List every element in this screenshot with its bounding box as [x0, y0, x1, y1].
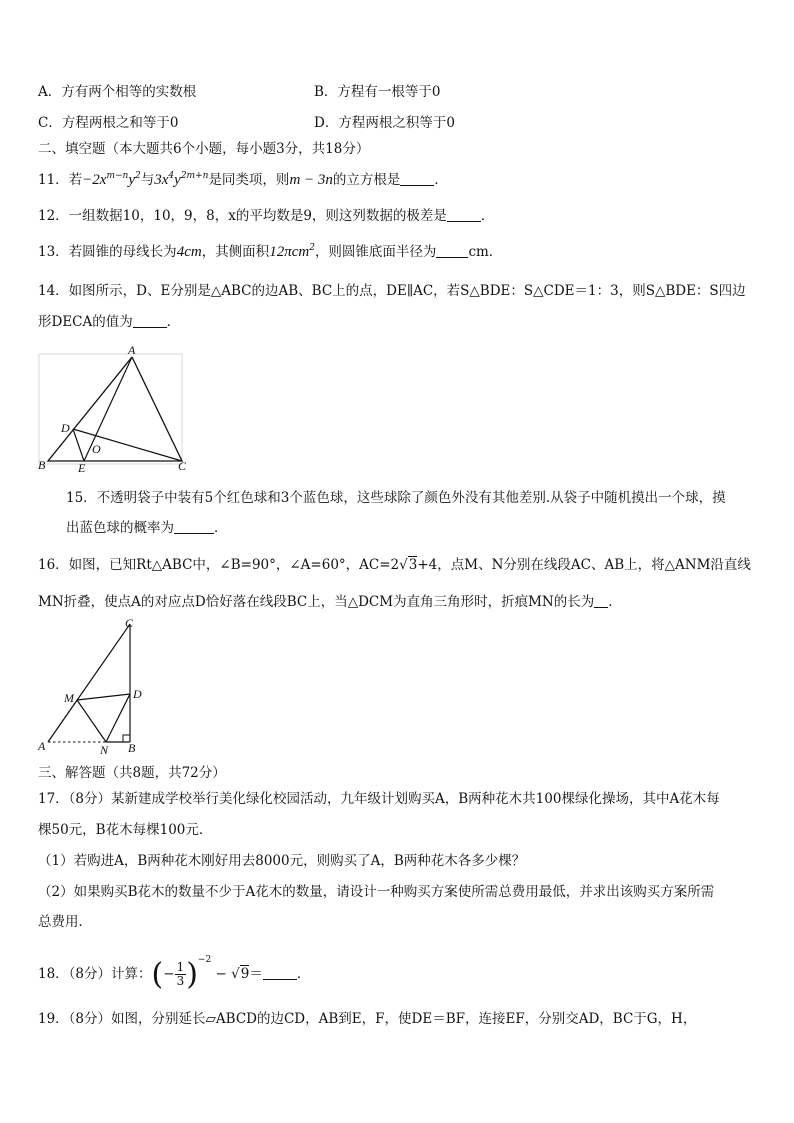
- label-n: N: [100, 743, 109, 756]
- triangle-abc: [48, 357, 182, 461]
- question-12: 12．一组数据10，10，9，8，x的平均数是9，则这列数据的极差是 ．: [38, 208, 495, 224]
- left-paren: (: [151, 957, 164, 992]
- answer-blank: [174, 520, 214, 534]
- question-11: 11．若$-2x^{m-n}y^2$与$3x^4y^{2m+n}$是同类项，则m − 3n的立方根是 ．: [38, 171, 448, 188]
- answer-blank: [594, 594, 608, 608]
- question-17-part1: （1）若购进A，B两种花木刚好用去8000元，则购买了A，B两种花木各多少棵？: [38, 853, 526, 869]
- label-b: B: [38, 458, 46, 472]
- question-17-line1: 17．（8分）某新建成学校举行美化绿化校园活动，九年级计划购买A，B两种花木共100棵绿化操场，其中A花木每: [38, 791, 720, 807]
- answer-blank: [400, 172, 434, 186]
- answer-blank: [263, 966, 297, 980]
- question-16-line1: 16．如图，已知Rt△ABC中，∠B=90°，∠A=60°，AC=2√3+4，点M、N分别在线段AC、AB上，将△ANM沿直线: [38, 557, 751, 573]
- sqrt-symbol: √: [399, 557, 408, 573]
- question-19: 19．（8分）如图，分别延长▱ABCD的边CD，AB到E，F，使DE＝BF，连接EF，分别交AD，BC于G，H，: [38, 1011, 697, 1027]
- question-15-line1: 15．不透明袋子中装有5个红色球和3个蓝色球，这些球除了颜色外没有其他差别.从袋子中随机摸出一个球，摸: [66, 490, 726, 506]
- label-c: C: [178, 459, 187, 473]
- section3-title: 三、解答题（共8题，共72分）: [38, 765, 226, 781]
- answer-blank: [447, 208, 481, 222]
- segment-mn: [77, 700, 106, 742]
- label-o: O: [92, 442, 101, 456]
- section2-title: 二、填空题（本大题共6个小题，每小题3分，共18分）: [38, 141, 370, 157]
- question-17-line5: 总费用．: [38, 914, 92, 930]
- question-16-line2: MN折叠，使点A的对应点D恰好落在线段BC上，当△DCM为直角三角形时，折痕MN的长为 ．: [38, 594, 622, 610]
- question-17-part2: （2）如果购买B花木的数量不少于A花木的数量，请设计一种购买方案使所需总费用最低，并求出该购买方案所需: [38, 884, 715, 900]
- label-c: C: [125, 616, 134, 630]
- figure-right-triangle: [34, 614, 144, 756]
- label-b: B: [128, 741, 136, 755]
- figure-triangle-abc: [36, 342, 196, 474]
- label-a: A: [128, 343, 136, 357]
- label-d: D: [61, 421, 70, 435]
- label-d: D: [133, 687, 142, 701]
- answer-blank: [436, 244, 468, 258]
- label-m: M: [64, 691, 74, 705]
- fraction: $\frac{1}{3}$: [176, 960, 185, 988]
- question-14-line1: 14．如图所示，D、E分别是△ABC的边AB、BC上的点，DE∥AC，若S△BDE：S△CDE＝1：3，则S△BDE：S四边: [38, 283, 746, 299]
- segment-dc: [73, 429, 182, 461]
- question-17-line2: 棵50元，B花木每棵100元．: [38, 822, 213, 838]
- answer-blank: [133, 314, 167, 328]
- q10-option-d: D．方程两根之积等于0: [314, 115, 455, 131]
- figure-frame: [39, 354, 182, 464]
- segment-md: [77, 694, 130, 700]
- q10-option-b: B．方程有一根等于0: [314, 84, 441, 100]
- q10-option-a: A．方有两个相等的实数根: [38, 84, 197, 100]
- right-paren: ): [186, 957, 198, 992]
- label-a: A: [38, 739, 46, 753]
- question-13: 13．若圆锥的母线长为4cm，其侧面积12πcm$^2$，则圆锥底面半径为 cm．: [38, 243, 503, 260]
- sqrt-symbol: √: [231, 966, 240, 982]
- segment-de: [73, 429, 84, 461]
- q10-option-c: C．方程两根之和等于0: [38, 115, 179, 131]
- question-15-line2: 出蓝色球的概率为 ．: [66, 520, 228, 536]
- label-e: E: [78, 461, 86, 474]
- question-14-line2: 形DECA的值为 ．: [38, 314, 181, 330]
- question-18: 18．（8分）计算：(− $\frac{1}{3}$ )$^{-2}$ − √9＝ ．: [38, 955, 311, 992]
